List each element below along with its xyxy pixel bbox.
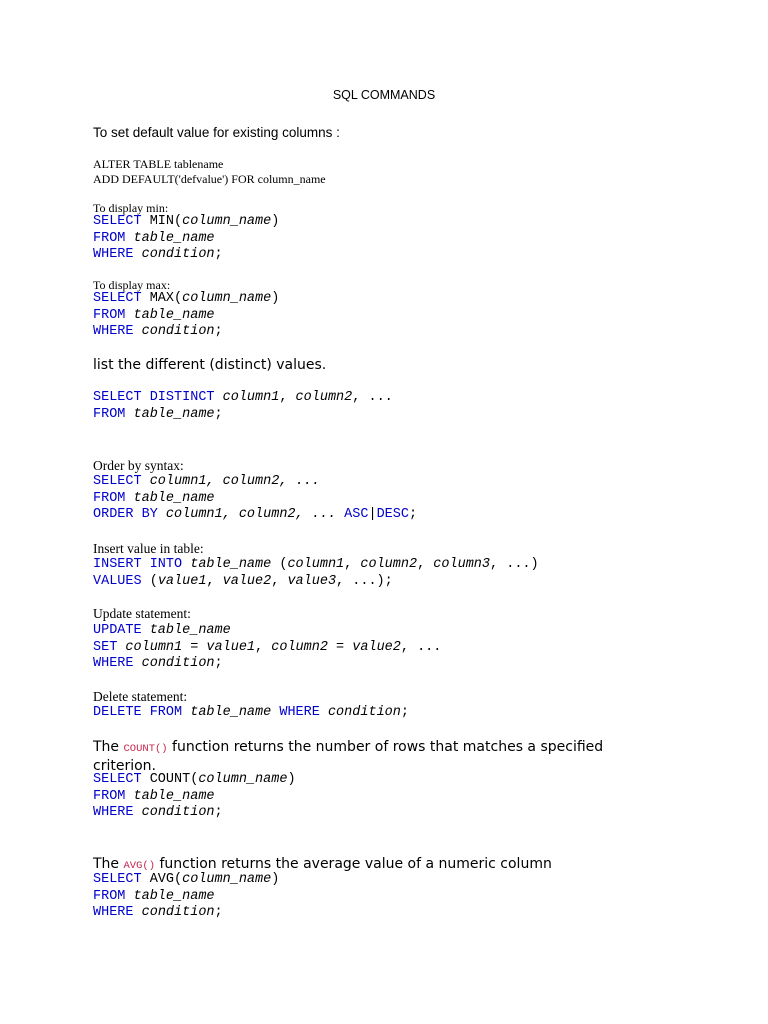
delete-line-1 xyxy=(93,705,409,722)
order-label: Order by syntax: xyxy=(93,458,184,473)
count-line-1 xyxy=(93,772,296,789)
paren: ( xyxy=(271,557,288,572)
count-fn-inline: COUNT() xyxy=(123,743,168,755)
count-post-2: criterion. xyxy=(93,758,156,774)
comma: , xyxy=(417,557,434,572)
keyword: UPDATE xyxy=(93,623,142,638)
table-name: table_name xyxy=(125,230,215,246)
count-post: function returns the number of rows that matches a specified xyxy=(167,739,604,755)
table-name: table_name xyxy=(141,623,231,638)
condition: condition xyxy=(133,805,215,820)
distinct-text: list the different (distinct) values. xyxy=(93,357,327,373)
min-line-2 xyxy=(93,231,279,248)
semicolon: ; xyxy=(214,656,223,671)
comma: , xyxy=(255,639,272,655)
keyword: WHERE xyxy=(93,805,134,820)
columns: column1, column2, ... xyxy=(157,507,345,522)
order-line-3 xyxy=(93,507,417,524)
insert-line-1 xyxy=(93,557,539,574)
keyword: FROM xyxy=(93,788,126,804)
keyword: INSERT INTO xyxy=(93,557,183,572)
column: column1 xyxy=(287,557,345,572)
keyword: DELETE FROM xyxy=(93,705,183,720)
paren: ) xyxy=(271,214,280,229)
keyword: FROM xyxy=(93,406,126,422)
keyword: FROM xyxy=(93,230,126,246)
paren: ) xyxy=(287,772,296,787)
avg-fn-inline: AVG() xyxy=(123,860,156,872)
table-name: table_name xyxy=(125,490,215,506)
max-label: To display max: xyxy=(93,278,171,292)
distinct-line-1 xyxy=(93,390,393,407)
paren: ( xyxy=(141,573,158,589)
keyword: FROM xyxy=(93,490,126,506)
keyword: WHERE xyxy=(93,247,134,262)
semicolon: ; xyxy=(214,905,223,920)
value: value3 xyxy=(287,573,337,589)
keyword: SELECT xyxy=(93,214,142,229)
semicolon: ; xyxy=(400,705,409,720)
keyword: WHERE xyxy=(279,705,320,720)
insert-code xyxy=(93,557,539,590)
keyword: FROM xyxy=(93,307,126,323)
argument: column_name xyxy=(198,772,288,787)
max-line-2 xyxy=(93,308,279,325)
separator: | xyxy=(368,507,377,522)
delete-label: Delete statement: xyxy=(93,689,188,704)
semicolon: ; xyxy=(214,324,223,339)
keyword: SELECT xyxy=(93,772,142,787)
keyword: SELECT xyxy=(93,474,142,489)
keyword: WHERE xyxy=(93,324,134,339)
function-name: COUNT( xyxy=(141,772,199,787)
table-name: table_name xyxy=(125,406,215,422)
avg-line-2 xyxy=(93,889,279,906)
table-name: table_name xyxy=(125,888,215,904)
semicolon: ; xyxy=(214,406,223,422)
order-line-2 xyxy=(93,491,417,508)
keyword: VALUES xyxy=(93,573,142,589)
avg-post: function returns the average value of a numeric column xyxy=(155,856,552,872)
argument: column_name xyxy=(182,214,272,229)
column: column2 xyxy=(287,390,353,405)
max-code xyxy=(93,291,279,341)
condition: condition xyxy=(319,705,401,720)
avg-pre: The xyxy=(93,856,124,872)
tail: , ...); xyxy=(336,573,393,589)
default-heading: To set default value for existing columns : xyxy=(93,125,340,140)
order-line-1 xyxy=(93,474,417,491)
tail: , ... xyxy=(400,639,442,655)
update-code xyxy=(93,623,441,673)
update-label: Update statement: xyxy=(93,606,191,621)
comma: , xyxy=(344,557,361,572)
condition: condition xyxy=(133,905,215,920)
semicolon: ; xyxy=(214,805,223,820)
update-line-3 xyxy=(93,656,441,673)
insert-label: Insert value in table: xyxy=(93,541,204,556)
min-label: To display min: xyxy=(93,201,169,215)
delete-code xyxy=(93,705,409,722)
distinct-code xyxy=(93,390,393,423)
function-name: MAX( xyxy=(141,291,183,306)
default-code xyxy=(93,157,326,187)
default-line-2: ADD DEFAULT('defvalue') FOR column_name xyxy=(93,172,326,186)
comma: , xyxy=(271,573,288,589)
comma: , xyxy=(352,390,361,405)
keyword: SELECT DISTINCT xyxy=(93,390,215,405)
paren: ) xyxy=(271,291,280,306)
value: value2 xyxy=(222,573,272,589)
insert-line-2 xyxy=(93,574,539,591)
min-line-1 xyxy=(93,214,279,231)
count-pre: The xyxy=(93,739,124,755)
keyword: ORDER BY xyxy=(93,507,158,522)
order-code xyxy=(93,474,417,524)
table-name: table_name xyxy=(125,307,215,323)
tail: , ...) xyxy=(490,557,539,572)
keyword: SET xyxy=(93,639,118,655)
count-line-2 xyxy=(93,789,296,806)
avg-code xyxy=(93,872,279,922)
max-line-1 xyxy=(93,291,279,308)
page-title: SQL COMMANDS xyxy=(332,88,436,102)
ellipsis: ... xyxy=(360,390,393,405)
condition: condition xyxy=(133,247,215,262)
semicolon: ; xyxy=(408,507,418,522)
function-name: MIN( xyxy=(141,214,183,229)
table-name: table_name xyxy=(182,705,280,720)
update-line-2 xyxy=(93,640,441,657)
avg-line-1 xyxy=(93,872,279,889)
paren: ) xyxy=(271,872,280,887)
count-line-3 xyxy=(93,805,296,822)
comma: , xyxy=(206,573,223,589)
keyword: ASC xyxy=(344,507,369,522)
column: column3 xyxy=(433,557,491,572)
distinct-line-2 xyxy=(93,407,393,424)
columns: column1, column2, ... xyxy=(141,474,320,489)
min-code xyxy=(93,214,279,264)
update-line-1 xyxy=(93,623,441,640)
condition: condition xyxy=(133,656,215,671)
avg-line-3 xyxy=(93,905,279,922)
count-code xyxy=(93,772,296,822)
argument: column_name xyxy=(182,872,272,887)
function-name: AVG( xyxy=(141,872,183,887)
keyword: SELECT xyxy=(93,291,142,306)
value: value1 xyxy=(157,573,207,589)
keyword: DESC xyxy=(376,507,409,522)
semicolon: ; xyxy=(214,247,223,262)
table-name: table_name xyxy=(125,788,215,804)
keyword: FROM xyxy=(93,888,126,904)
argument: column_name xyxy=(182,291,272,306)
keyword: WHERE xyxy=(93,656,134,671)
assignment: column2 = value2 xyxy=(271,639,401,655)
table-name: table_name xyxy=(182,557,272,572)
keyword: SELECT xyxy=(93,872,142,887)
column: column2 xyxy=(360,557,418,572)
column: column1 xyxy=(214,390,280,405)
default-line-1: ALTER TABLE tablename xyxy=(93,157,224,171)
keyword: WHERE xyxy=(93,905,134,920)
comma: , xyxy=(279,390,288,405)
count-text xyxy=(93,739,693,775)
assignment: column1 = value1 xyxy=(117,639,256,655)
max-line-3 xyxy=(93,324,279,341)
condition: condition xyxy=(133,324,215,339)
min-line-3 xyxy=(93,247,279,264)
